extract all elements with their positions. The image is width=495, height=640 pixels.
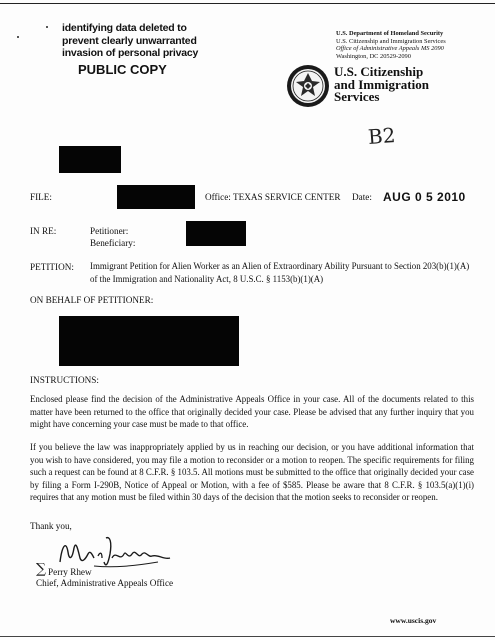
on-behalf-label: ON BEHALF OF PETITIONER:	[30, 295, 154, 305]
privacy-stamp-line: prevent clearly unwarranted	[62, 34, 197, 47]
uscis-wordmark-line: U.S. Citizenship	[334, 64, 424, 79]
signer-title: Chief, Administrative Appeals Office	[36, 578, 174, 588]
instructions-label: INSTRUCTIONS:	[30, 375, 99, 385]
agency-department: U.S. Department of Homeland Security	[336, 30, 444, 37]
agency-line: U.S. Citizenship and Immigration Services	[336, 37, 446, 45]
redaction-bar	[117, 185, 195, 209]
dhs-seal-icon	[286, 64, 330, 108]
office-label: Office: TEXAS SERVICE CENTER	[205, 192, 341, 202]
agency-line: Office of Administrative Appeals MS 2090	[336, 45, 444, 53]
handwritten-b2-mark: B2	[367, 123, 397, 149]
petition-text: Immigrant Petition for Alien Worker as an Alien of Extraordinary Ability Pursuant to Section 203(b)(1)(A) of the Immigration and Nationality Act, 8 U.S.C. § 1153(b)(1)(A)	[90, 261, 470, 284]
paragraph-motion: If you believe the law was inappropriately applied by us in reaching our decision, or you have additional information that you wish to have considered, you may file a motion to reconsider or a motion to reopen. The specific requirements for filing such a request can be found at 8 C.F.R. § 103.5. All motions must be submitted to the office that originally decided your case by filing a Form I-290B, Notice of Appeal or Motion, with a fee of $585. Please be aware that 8 C.F.R. § 103.5(a)(1)(i) requires that any motion must be filed within 30 days of the decision that the motion seeks to reconsider or reopen.	[30, 442, 474, 503]
thank-you-text: Thank you,	[30, 521, 72, 531]
uscis-wordmark	[334, 66, 429, 104]
scan-speck	[46, 26, 48, 28]
public-copy-stamp: PUBLIC COPY	[78, 62, 167, 77]
privacy-stamp-line: invasion of personal privacy	[62, 47, 199, 59]
footer-website: www.uscis.gov	[390, 616, 437, 625]
signer-name: Perry Rhew	[48, 567, 92, 577]
beneficiary-label: Beneficiary:	[90, 238, 136, 248]
uscis-wordmark-line: Services	[334, 89, 380, 104]
paragraph-decision: Enclosed please find the decision of the Administrative Appeals Office in your case. All of the documents related to this matter have been returned to the office that originally decided your case. Please be advised that any further inquiry that you might have concerning your case must be made to that office.	[30, 394, 474, 430]
petition-label: PETITION:	[30, 262, 74, 272]
scan-speck	[17, 36, 19, 38]
privacy-stamp-line: identifying data deleted to	[62, 22, 187, 34]
date-label: Date:	[352, 192, 372, 202]
agency-line: Washington, DC 20529-2090	[336, 52, 411, 60]
uscis-wordmark-line: and Immigration	[334, 76, 429, 92]
file-label: FILE:	[30, 192, 52, 202]
date-stamp: AUG 0 5 2010	[383, 190, 466, 204]
signature-flourish-icon: ∑	[36, 561, 46, 577]
top-rule	[0, 3, 495, 4]
bottom-rule	[0, 636, 495, 637]
redaction-bar	[59, 316, 239, 366]
petitioner-label: Petitioner:	[90, 226, 129, 236]
agency-address	[336, 30, 446, 60]
redaction-bar	[186, 221, 246, 246]
redaction-bar	[59, 146, 121, 173]
privacy-stamp	[62, 22, 198, 60]
in-re-label: IN RE:	[30, 226, 57, 236]
